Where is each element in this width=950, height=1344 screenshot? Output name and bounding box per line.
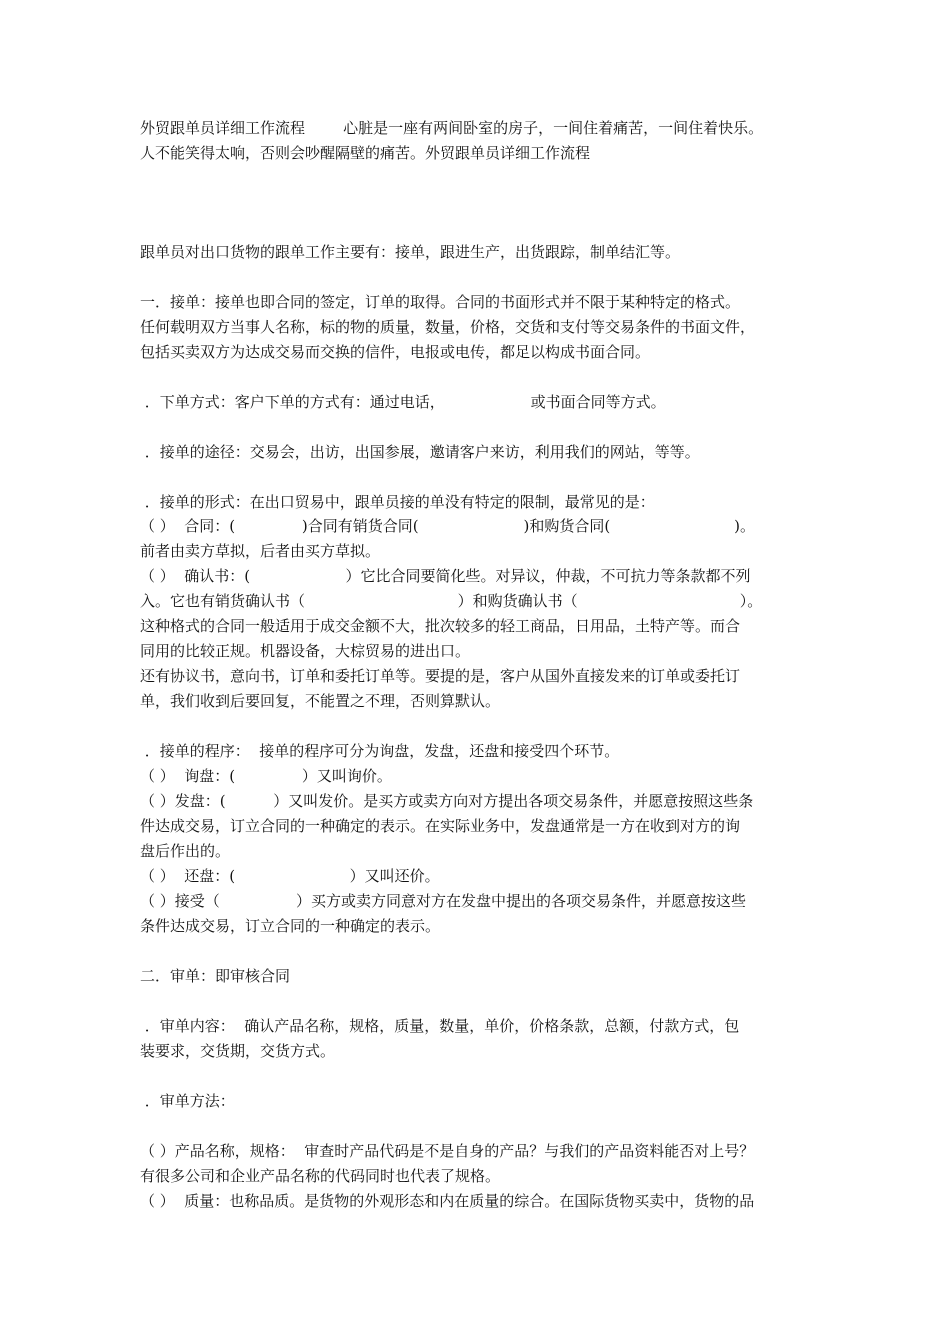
text-line: 入。它也有销货确认书（ ）和购货确认书（ ）。 bbox=[140, 592, 763, 610]
text-line: （ ） 还盘：( ）又叫还价。 bbox=[140, 867, 440, 885]
text-line: 人不能笑得太响，否则会吵醒隔壁的痛苦。外贸跟单员详细工作流程 bbox=[140, 144, 591, 162]
text-line: （ ） 质量：也称品质。是货物的外观形态和内在质量的综合。在国际货物买卖中，货物的品 bbox=[140, 1192, 755, 1210]
text-line: ．接单的途径：交易会，出访，出国参展，邀请客户来访，利用我们的网站，等等。 bbox=[140, 443, 700, 461]
text-line: 盘后作出的。 bbox=[140, 842, 231, 860]
text-line: 件达成交易，订立合同的一种确定的表示。在实际业务中，发盘通常是一方在收到对方的询 bbox=[140, 817, 741, 835]
text-line: 任何载明双方当事人名称，标的物的质量，数量，价格，交货和支付等交易条件的书面文件， bbox=[140, 318, 756, 336]
text-line: （ ）接受（ ）买方或卖方同意对方在发盘中提出的各项交易条件，并愿意按这些 bbox=[140, 892, 747, 910]
text-line: ．审单内容： 确认产品名称，规格，质量，数量，单价，价格条款，总额，付款方式，包 bbox=[140, 1017, 740, 1035]
text-line: （ ）产品名称，规格： 审查时产品代码是不是自身的产品？与我们的产品资料能否对上号？ bbox=[140, 1142, 755, 1160]
text-line: 包括买卖双方为达成交易而交换的信件，电报或电传，都足以构成书面合同。 bbox=[140, 343, 651, 361]
text-line: 外贸跟单员详细工作流程 心脏是一座有两间卧室的房子，一间住着痛苦，一间住着快乐。 bbox=[140, 119, 764, 137]
text-line: 一．接单：接单也即合同的签定，订单的取得。合同的书面形式并不限于某种特定的格式。 bbox=[140, 293, 741, 311]
text-line: （ ） 确认书：( ）它比合同要简化些。对异议，仲裁，不可抗力等条款都不列 bbox=[140, 567, 751, 585]
text-line: 二．审单：即审核合同 bbox=[140, 967, 291, 985]
text-line: 这种格式的合同一般适用于成交金额不大，批次较多的轻工商品，日用品，土特产等。而合 bbox=[140, 617, 741, 635]
text-line: （ ） 询盘：( ）又叫询价。 bbox=[140, 767, 392, 785]
text-line: 单，我们收到后要回复，不能置之不理，否则算默认。 bbox=[140, 692, 501, 710]
text-line: 条件达成交易，订立合同的一种确定的表示。 bbox=[140, 917, 441, 935]
text-line: ．审单方法： bbox=[140, 1092, 235, 1110]
text-line: ．下单方式：客户下单的方式有：通过电话， 或书面合同等方式。 bbox=[140, 393, 666, 411]
text-line: （ ） 合同：( )合同有销货合同( )和购货合同( )。 bbox=[140, 517, 756, 535]
text-line: （ ）发盘：( ）又叫发价。是买方或卖方向对方提出各项交易条件，并愿意按照这些条 bbox=[140, 792, 754, 810]
text-line: 跟单员对出口货物的跟单工作主要有：接单，跟进生产，出货跟踪，制单结汇等。 bbox=[140, 243, 681, 261]
text-line: 装要求，交货期，交货方式。 bbox=[140, 1042, 336, 1060]
text-line: 还有协议书，意向书，订单和委托订单等。要提的是，客户从国外直接发来的订单或委托订 bbox=[140, 667, 741, 685]
text-line: 前者由卖方草拟，后者由买方草拟。 bbox=[140, 542, 381, 560]
text-line: ．接单的程序： 接单的程序可分为询盘，发盘，还盘和接受四个环节。 bbox=[140, 742, 620, 760]
text-line: 同用的比较正规。机器设备，大棕贸易的进出口。 bbox=[140, 642, 471, 660]
text-line: ．接单的形式：在出口贸易中，跟单员接的单没有特定的限制，最常见的是： bbox=[140, 493, 655, 511]
text-line: 有很多公司和企业产品名称的代码同时也代表了规格。 bbox=[140, 1167, 501, 1185]
